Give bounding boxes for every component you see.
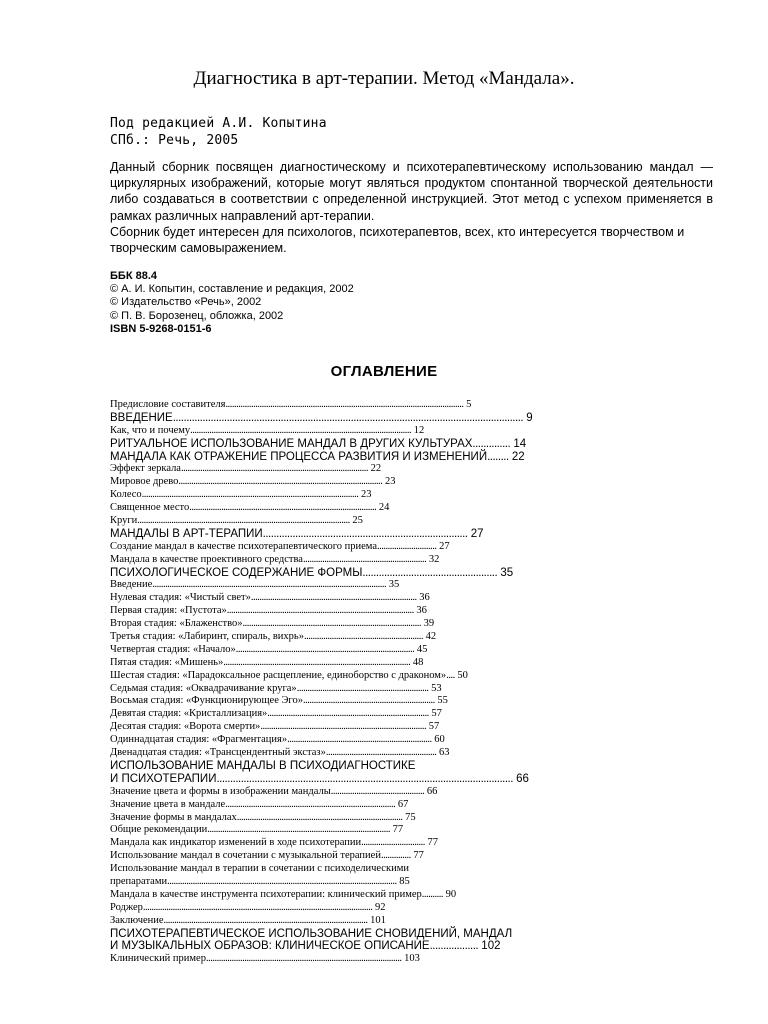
toc-entry-title: Предисловие составителя	[110, 399, 226, 410]
toc-entry	[110, 605, 530, 618]
bbk-code: ББК 88.4	[110, 270, 157, 282]
toc-entry	[110, 502, 530, 515]
toc-page-number: 57	[426, 721, 440, 733]
toc-entry	[110, 850, 530, 863]
toc-page-number: 102	[478, 940, 501, 953]
toc-page-number: 103	[401, 953, 420, 965]
toc-leader: ......................................................................................................	[141, 489, 359, 501]
toc-entry-title: Использование мандал в сочетании с музыкальной терапией	[110, 850, 381, 862]
toc-leader: ............................	[377, 540, 437, 552]
toc-entry	[110, 451, 530, 464]
toc-entry-title: Девятая стадия: «Кристаллизация»	[110, 708, 268, 720]
toc-entry-title: Значение цвета и формы в изображении мандалы	[110, 785, 331, 797]
toc-entry	[110, 489, 530, 502]
toc-page-number: 39	[421, 618, 435, 630]
toc-entry-title: Круги	[110, 515, 138, 527]
toc-leader: ......................................................................................	[207, 824, 390, 836]
toc-page-number: 27	[436, 540, 450, 552]
toc-leader: ........................................................................................	[180, 463, 368, 475]
toc-entry-title: Мандала в качестве проективного средства	[110, 553, 303, 565]
toc-page-number: 63	[436, 747, 450, 759]
document-title: Диагностика в арт-терапии. Метод «Мандала».	[193, 68, 575, 89]
toc-page-number: 12	[411, 424, 425, 436]
toc-entry	[110, 953, 530, 966]
toc-leader: ............................................................................................................	[142, 901, 373, 913]
toc-entry	[110, 812, 530, 825]
toc-leader: ................................................................................	[225, 798, 396, 810]
toc-entry	[110, 773, 530, 786]
toc-entry-title: Общие рекомендации	[110, 824, 208, 836]
toc-page-number: 32	[426, 553, 440, 565]
toc-page-number: 55	[434, 695, 448, 707]
toc-entry-title: Мандала как индикатор изменений в ходе психотерапии	[110, 837, 362, 849]
toc-leader: ..........	[421, 888, 443, 900]
toc-entry	[110, 567, 530, 580]
toc-entry-title: Десятая стадия: «Ворота смерти»	[110, 721, 261, 733]
toc-leader: ..........................................................	[302, 553, 427, 565]
toc-leader: ....	[446, 669, 455, 681]
toc-entry-title: Первая стадия: «Пустота»	[110, 605, 227, 617]
toc-page-number: 85	[396, 875, 410, 887]
toc-entry-title: Как, что и почему	[110, 424, 191, 436]
imprint	[110, 270, 354, 336]
toc-entry	[110, 786, 530, 799]
toc-entry	[110, 528, 530, 541]
toc-page-number: 36	[413, 605, 427, 617]
copyright-line: © П. В. Борозенец, обложка, 2002	[110, 309, 284, 322]
toc-entry	[110, 747, 530, 760]
toc-leader: ..............	[380, 850, 411, 862]
toc-leader: ..............................................................................	[236, 811, 403, 823]
toc-entry	[110, 837, 530, 850]
toc-leader: ..............................................................................................................	[152, 579, 387, 591]
toc-entry-title: Священное место	[110, 502, 190, 514]
toc-page-number: 50	[454, 669, 468, 681]
toc-entry-title: Одиннадцатая стадия: «Фрагментация»	[110, 734, 288, 746]
toc-entry-title: Эффект зеркала	[110, 463, 181, 475]
toc-page-number: 75	[402, 811, 416, 823]
toc-entry	[110, 411, 533, 425]
toc-leader: ............................................................................................	[205, 953, 402, 965]
toc-entry-title: МАНДАЛЫ В АРТ-ТЕРАПИИ	[110, 527, 263, 540]
toc-entry	[110, 670, 530, 683]
toc-leader: ........................................................................................................	[190, 424, 412, 436]
toc-entry-title: Значение цвета в мандале	[110, 798, 226, 810]
toc-page-number: 24	[376, 502, 390, 514]
toc-entry	[110, 554, 530, 567]
toc-entry	[110, 644, 530, 657]
toc-page-number: 35	[386, 579, 400, 591]
abstract-paragraph: Сборник будет интересен для психологов, психотерапевтов, всех, кто интересуется творчеством и творческим самовыражением.	[110, 224, 685, 256]
toc-entry-title: РИТУАЛЬНОЕ ИСПОЛЬЗОВАНИЕ МАНДАЛ В ДРУГИХ КУЛЬТУРАХ	[110, 437, 473, 450]
toc-leader: ............................................................................................................	[167, 875, 397, 887]
toc-leader: ..................	[429, 940, 479, 953]
toc-entry-title: Мировое древо	[110, 476, 179, 488]
toc-leader: ....................................................................................	[235, 643, 415, 655]
toc-leader: ....................................................................................................	[137, 515, 350, 527]
toc-entry	[110, 760, 530, 773]
toc-entry-title: Третья стадия: «Лабиринт, спираль, вихрь»	[110, 631, 304, 643]
toc-entry-title: Использование мандал в терапии в сочетании с психоделическими	[110, 863, 409, 875]
toc-entry-title: ПСИХОТЕРАПЕВТИЧЕСКОЕ ИСПОЛЬЗОВАНИЕ СНОВИДЕНИЙ, МАНДАЛ	[110, 927, 513, 940]
toc-page-number: 27	[467, 527, 484, 540]
toc-page-number: 77	[410, 850, 424, 862]
toc-leader: ....................................................	[325, 747, 437, 759]
toc-page-number: 92	[372, 901, 386, 913]
toc-leader: ..............................................................................	[260, 721, 427, 733]
toc-entry	[110, 657, 530, 670]
toc-leader: ........................................................	[303, 631, 423, 643]
toc-entry	[110, 618, 530, 631]
toc-page-number: 60	[431, 734, 445, 746]
toc-leader: ........................................................................................	[226, 605, 414, 617]
toc-entry-title: Шестая стадия: «Парадоксальное расщепление, единоборство с драконом»	[110, 669, 447, 681]
toc-leader: ........	[487, 450, 509, 463]
toc-entry	[110, 915, 530, 928]
toc-page-number: 22	[367, 463, 382, 475]
toc-entry-title: Вторая стадия: «Блаженство»	[110, 618, 243, 630]
toc-entry-title: Четвертая стадия: «Начало»	[110, 643, 236, 655]
toc-entry	[110, 902, 530, 915]
toc-entry-title: Колесо	[110, 489, 142, 501]
toc-page-number: 35	[497, 566, 514, 579]
toc-leader: ..............	[472, 437, 511, 450]
toc-leader: ................................................................................................	[178, 476, 383, 488]
toc-leader: ..............................................................	[302, 695, 435, 707]
toc-leader: ............................................	[330, 785, 425, 797]
toc-entry-title: Создание мандал в качестве психотерапевтического приема	[110, 540, 377, 552]
toc-entry	[110, 799, 530, 812]
editor-line: Под редакцией А.И. Копытина	[110, 116, 327, 131]
copyright-line: © Издательство «Речь», 2002	[110, 296, 262, 309]
toc-leader: ....................................................................	[287, 734, 432, 746]
toc-entry-title: ВВЕДЕНИЕ	[110, 411, 173, 424]
toc-entry	[110, 592, 530, 605]
toc-entry	[110, 438, 530, 451]
toc-entry-title: Двенадцатая стадия: «Трансцендентный экстаз»	[110, 747, 326, 759]
toc-page-number: 48	[410, 656, 424, 668]
toc-entry	[110, 734, 530, 747]
toc-leader: ....................................................................................	[242, 618, 422, 630]
toc-leader: ............................................................................	[262, 527, 468, 540]
toc-page-number: 14	[510, 437, 527, 450]
toc-page-number: 67	[395, 798, 409, 810]
toc-page-number: 36	[416, 592, 430, 604]
toc-page-number: 57	[428, 708, 442, 720]
toc-entry-title: ИСПОЛЬЗОВАНИЕ МАНДАЛЫ В ПСИХОДИАГНОСТИКЕ	[110, 759, 416, 772]
toc-entry	[110, 463, 530, 476]
toc-page-number: 77	[389, 824, 404, 836]
toc-entry-title: Нулевая стадия: «Чистый свет»	[110, 592, 251, 604]
toc-entry-title: Восьмая стадия: «Функционирующее Эго»	[110, 695, 303, 707]
toc-page-number: 25	[349, 515, 363, 527]
toc-entry	[110, 476, 530, 489]
table-of-contents	[110, 399, 533, 966]
toc-entry	[110, 515, 530, 528]
toc-entry-title: Значение формы в мандалах	[110, 811, 237, 823]
toc-entry	[110, 425, 530, 438]
toc-entry	[110, 889, 530, 902]
toc-entry-title: Заключение	[110, 914, 164, 926]
abstract-paragraph: Данный сборник посвящен диагностическому и психотерапевтическому использованию мандал — циркулярных изображений, которые могут являться продуктом спонтанной творческой деятельности либо создаваться в соответствии с определенной инструкцией. Этот метод с успехом применяется в рамках различных направлений арт-терапии.	[110, 160, 713, 223]
toc-page-number: 23	[358, 489, 372, 501]
toc-leader: ................................................................................................................	[225, 399, 464, 410]
toc-entry-title: ПСИХОЛОГИЧЕСКОЕ СОДЕРЖАНИЕ ФОРМЫ	[110, 566, 363, 579]
toc-page-number: 45	[414, 643, 428, 655]
toc-page-number: 77	[424, 837, 438, 849]
toc-page-number: 90	[443, 888, 457, 900]
toc-entry-title: И МУЗЫКАЛЬНЫХ ОБРАЗОВ: КЛИНИЧЕСКОЕ ОПИСАНИЕ	[110, 940, 430, 953]
toc-heading: ОГЛАВЛЕНИЕ	[330, 363, 438, 380]
abstract	[110, 159, 713, 256]
toc-entry	[110, 824, 530, 837]
copyright-line: © А. И. Копытин, составление и редакция, 2002	[110, 283, 354, 296]
toc-entry	[110, 876, 530, 889]
toc-leader: ..............................................................................	[250, 592, 417, 604]
toc-entry-title: Введение	[110, 579, 153, 591]
toc-page-number: 53	[428, 682, 442, 694]
toc-entry-title: Роджер	[110, 901, 143, 913]
toc-leader: ........................................................................................	[189, 502, 377, 514]
toc-leader: ................................................................................................	[163, 914, 368, 926]
toc-entry	[110, 721, 530, 734]
toc-entry	[110, 695, 530, 708]
toc-page-number: 22	[508, 450, 525, 463]
isbn: ISBN 5-9268-0151-6	[110, 322, 212, 335]
toc-leader: ..................................................	[362, 566, 498, 579]
toc-entry-title: И ПСИХОТЕРАПИИ	[110, 772, 217, 785]
toc-page-number: 9	[523, 411, 533, 424]
toc-entry	[110, 683, 530, 696]
toc-entry-title: Мандала в качестве инструмента психотерапии: клинический пример	[110, 888, 422, 900]
toc-entry-title: Седьмая стадия: «Оквадрачивание круга»	[110, 682, 297, 694]
toc-leader: ........................................................................................	[223, 656, 411, 668]
toc-entry-title: Пятая стадия: «Мишень»	[110, 656, 224, 668]
toc-entry	[110, 579, 530, 592]
toc-leader: ..............................................................................................................	[216, 772, 513, 785]
toc-page-number: 66	[512, 772, 529, 785]
toc-entry	[110, 863, 530, 876]
toc-page-number: 42	[422, 631, 437, 643]
toc-entry-title: Клинический пример	[110, 953, 206, 965]
toc-entry-title: препаратами	[110, 875, 168, 887]
toc-page-number: 5	[463, 399, 472, 410]
toc-entry	[110, 631, 530, 644]
toc-leader: ..............................	[361, 837, 425, 849]
toc-page-number: 101	[367, 914, 386, 926]
toc-entry	[110, 708, 530, 721]
toc-entry	[110, 541, 530, 554]
toc-leader: ..................................................................................................................................	[172, 411, 524, 424]
toc-entry	[110, 928, 530, 941]
toc-leader: ..............................................................	[296, 682, 429, 694]
publisher-line: СПб.: Речь, 2005	[110, 133, 239, 148]
toc-entry	[110, 940, 530, 953]
toc-entry-title: МАНДАЛА КАК ОТРАЖЕНИЕ ПРОЦЕССА РАЗВИТИЯ И ИЗМЕНЕНИЙ	[110, 450, 488, 463]
toc-page-number: 23	[382, 476, 396, 488]
toc-leader: ............................................................................	[267, 708, 429, 720]
toc-page-number: 66	[424, 785, 438, 797]
toc-entry	[110, 399, 530, 412]
